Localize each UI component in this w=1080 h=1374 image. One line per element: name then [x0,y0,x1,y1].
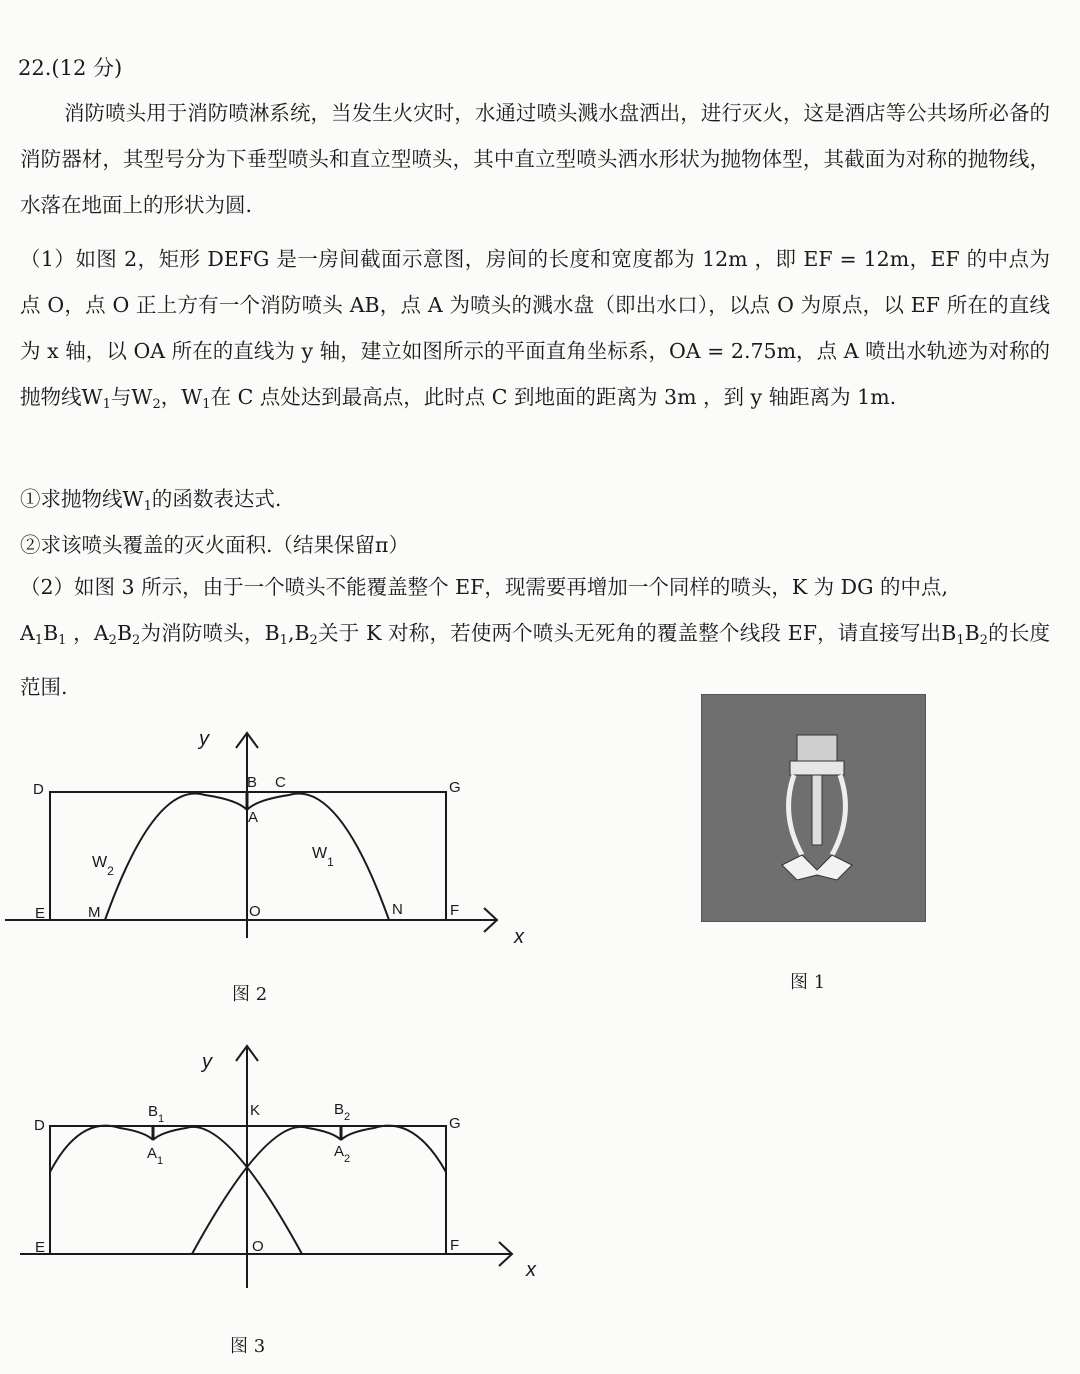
parabola-right-w1 [341,1126,446,1172]
label-e: E [35,905,46,922]
parabola-right-w2 [192,1127,341,1254]
label-a2: $A_2$ [334,1143,351,1165]
figure-2-diagram [0,720,540,960]
label-f: F [450,902,460,919]
question-intro: 消防喷头用于消防喷淋系统，当发生火灾时，水通过喷头溅水盘洒出，进行灭火，这是酒店等公共场所必备的消防器材，其型号分为下垂型喷头和直立型喷头，其中直立型喷头洒水形状为抛物体型，其截面为对称的抛物线，水落在地面上的形状为圆. [20,101,1050,217]
label-d: D [34,1117,45,1134]
label-d: D [33,781,44,798]
label-g: G [449,1115,461,1132]
label-x: x [514,926,524,948]
label-f: F [450,1237,460,1254]
sprinkler-icon [702,695,925,921]
figure-3-diagram [0,1040,560,1310]
part2-text: （2）如图 3 所示，由于一个喷头不能覆盖整个 EF，现需要再增加一个同样的喷头，K 为 DG 的中点, $A_1B_1$ ，$A_2B_2$为消防喷头，$B_1,B_2$关于 K 对称，若使两个喷头无死角的覆盖整个线段 EF，请直接写出$B_1B_2$的长度范围. [20,575,1051,699]
label-e: E [35,1239,46,1256]
figure-1-caption: 图 1 [790,972,826,993]
label-b2: $B_2$ [334,1101,351,1123]
label-a1: $A_1$ [147,1145,164,1167]
label-n: N [392,901,403,918]
part1-question2: ②求该喷头覆盖的灭火面积.（结果保留π） [20,533,409,557]
label-w2: $W_2$ [92,854,114,878]
label-c: C [275,774,286,791]
label-y: y [199,728,209,750]
sprinkler-photo [701,694,926,922]
parabola-left-w1 [153,1127,302,1254]
label-g: G [449,779,461,796]
part1-question1: ①求抛物线$W_1$的函数表达式. [20,487,282,514]
label-b: B [247,774,258,791]
figure-2-caption: 图 2 [232,984,268,1005]
label-m: M [88,904,101,921]
parabola-w2 [105,794,247,920]
parabola-left-w2 [50,1126,153,1172]
label-o: O [252,1238,264,1255]
figure-3-caption: 图 3 [230,1336,266,1357]
label-k: K [250,1102,261,1119]
label-w1: $W_1$ [312,845,334,869]
label-x: x [526,1259,536,1281]
label-y: y [202,1051,212,1073]
part1-text: （1）如图 2，矩形 DEFG 是一房间截面示意图，房间的长度和宽度都为 12m ，即 EF = 12m，EF 的中点为点 O，点 O 正上方有一个消防喷头 AB，点 A 为喷头的溅水盘（即出水口），以点 O 为原点，以 EF 所在的直线为 x 轴，以 OA 所在的直线为 y 轴，建立如图所示的平面直角坐标系，OA = 2.75m，点 A 喷出水轨迹为对称的抛物线$W_1$与$W_2$，$W_1$在 C 点处达到最高点，此时点 C 到地面的距离为 3m ，到 y 轴距离为 1m. [20,247,1050,412]
label-a: A [248,809,259,826]
label-o: O [249,903,261,920]
question-number: 22.(12 分) [18,56,123,80]
label-b1: $B_1$ [148,1103,165,1125]
